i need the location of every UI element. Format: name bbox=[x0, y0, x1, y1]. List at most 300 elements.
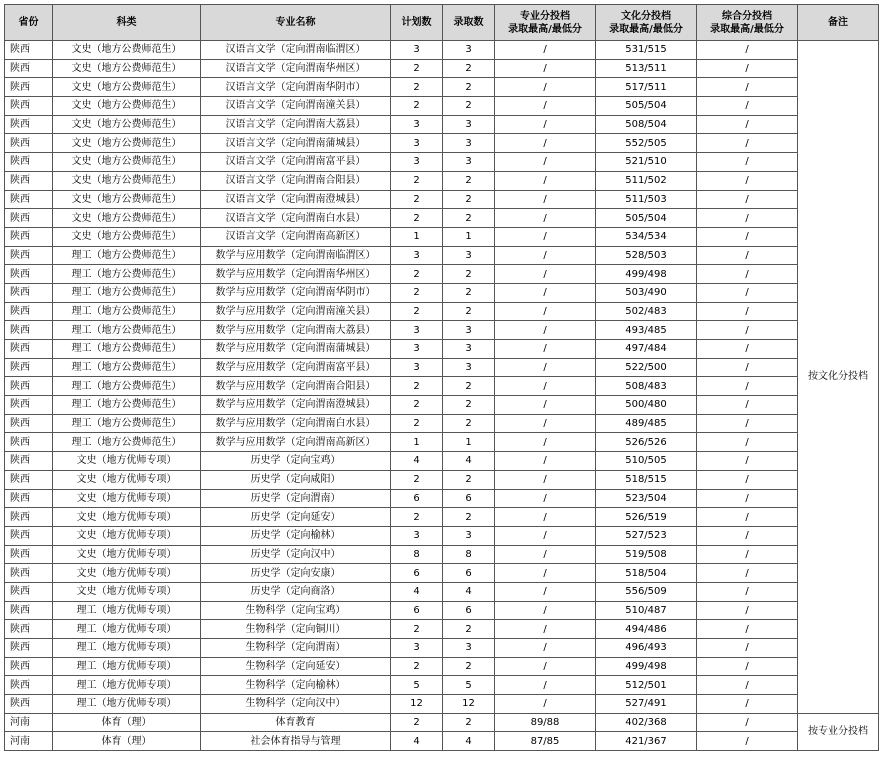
cell-culture-score: 500/480 bbox=[596, 396, 697, 415]
cell-professional-score: / bbox=[495, 582, 596, 601]
cell-culture-score: 508/504 bbox=[596, 115, 697, 134]
cell-culture-score: 522/500 bbox=[596, 358, 697, 377]
cell-admitted: 2 bbox=[443, 396, 495, 415]
table-row bbox=[5, 657, 879, 676]
cell-professional-score: / bbox=[495, 97, 596, 116]
cell-major: 历史学（定向商洛） bbox=[201, 582, 391, 601]
table-row bbox=[5, 115, 879, 134]
cell-plan: 3 bbox=[391, 134, 443, 153]
cell-province: 陕西 bbox=[5, 302, 53, 321]
table-row bbox=[5, 78, 879, 97]
cell-major: 历史学（定向榆林） bbox=[201, 526, 391, 545]
table-row bbox=[5, 545, 879, 564]
cell-admitted: 2 bbox=[443, 59, 495, 78]
cell-composite-score: / bbox=[697, 265, 798, 284]
cell-major: 社会体育指导与管理 bbox=[201, 732, 391, 751]
cell-admitted: 4 bbox=[443, 452, 495, 471]
cell-plan: 5 bbox=[391, 676, 443, 695]
table-row bbox=[5, 639, 879, 658]
table-row bbox=[5, 302, 879, 321]
cell-professional-score: / bbox=[495, 265, 596, 284]
cell-major: 汉语言文学（定向渭南临渭区） bbox=[201, 41, 391, 60]
cell-professional-score: / bbox=[495, 695, 596, 714]
cell-major: 汉语言文学（定向渭南合阳县） bbox=[201, 171, 391, 190]
cell-professional-score: 87/85 bbox=[495, 732, 596, 751]
cell-major: 数学与应用数学（定向渭南华阴市） bbox=[201, 283, 391, 302]
cell-plan: 3 bbox=[391, 358, 443, 377]
cell-admitted: 2 bbox=[443, 620, 495, 639]
cell-major: 数学与应用数学（定向渭南蒲城县） bbox=[201, 340, 391, 359]
cell-professional-score: / bbox=[495, 41, 596, 60]
cell-major: 数学与应用数学（定向渭南高新区） bbox=[201, 433, 391, 452]
cell-culture-score: 505/504 bbox=[596, 97, 697, 116]
cell-province: 陕西 bbox=[5, 283, 53, 302]
cell-province: 陕西 bbox=[5, 190, 53, 209]
cell-major: 汉语言文学（定向渭南华阴市） bbox=[201, 78, 391, 97]
cell-province: 陕西 bbox=[5, 695, 53, 714]
cell-composite-score: / bbox=[697, 695, 798, 714]
cell-province: 陕西 bbox=[5, 246, 53, 265]
cell-province: 陕西 bbox=[5, 433, 53, 452]
cell-culture-score: 511/502 bbox=[596, 171, 697, 190]
cell-composite-score: / bbox=[697, 171, 798, 190]
cell-culture-score: 505/504 bbox=[596, 209, 697, 228]
cell-category: 文史（地方优师专项） bbox=[53, 526, 201, 545]
cell-admitted: 6 bbox=[443, 601, 495, 620]
cell-major: 汉语言文学（定向渭南富平县） bbox=[201, 153, 391, 172]
table-row bbox=[5, 190, 879, 209]
cell-composite-score: / bbox=[697, 639, 798, 658]
cell-culture-score: 518/504 bbox=[596, 564, 697, 583]
header-admitted: 录取数 bbox=[443, 5, 495, 41]
cell-category: 文史（地方公费师范生） bbox=[53, 78, 201, 97]
cell-plan: 3 bbox=[391, 41, 443, 60]
cell-composite-score: / bbox=[697, 302, 798, 321]
cell-category: 文史（地方公费师范生） bbox=[53, 153, 201, 172]
note-culture-basis: 按文化分投档 bbox=[798, 41, 879, 714]
table-row bbox=[5, 209, 879, 228]
cell-admitted: 2 bbox=[443, 78, 495, 97]
cell-professional-score: / bbox=[495, 115, 596, 134]
cell-composite-score: / bbox=[697, 489, 798, 508]
cell-composite-score: / bbox=[697, 470, 798, 489]
table-row bbox=[5, 695, 879, 714]
cell-province: 陕西 bbox=[5, 489, 53, 508]
cell-culture-score: 489/485 bbox=[596, 414, 697, 433]
cell-plan: 3 bbox=[391, 526, 443, 545]
cell-composite-score: / bbox=[697, 657, 798, 676]
cell-composite-score: / bbox=[697, 227, 798, 246]
table-row bbox=[5, 153, 879, 172]
cell-province: 陕西 bbox=[5, 41, 53, 60]
cell-admitted: 2 bbox=[443, 190, 495, 209]
header-province: 省份 bbox=[5, 5, 53, 41]
cell-culture-score: 510/505 bbox=[596, 452, 697, 471]
cell-major: 历史学（定向咸阳） bbox=[201, 470, 391, 489]
table-row bbox=[5, 713, 879, 732]
cell-admitted: 2 bbox=[443, 414, 495, 433]
table-row bbox=[5, 470, 879, 489]
cell-admitted: 2 bbox=[443, 209, 495, 228]
cell-admitted: 2 bbox=[443, 470, 495, 489]
cell-admitted: 3 bbox=[443, 153, 495, 172]
cell-province: 陕西 bbox=[5, 414, 53, 433]
cell-province: 陕西 bbox=[5, 78, 53, 97]
note-professional-basis: 按专业分投档 bbox=[798, 713, 879, 750]
cell-composite-score: / bbox=[697, 115, 798, 134]
cell-province: 陕西 bbox=[5, 508, 53, 527]
cell-plan: 6 bbox=[391, 489, 443, 508]
cell-province: 陕西 bbox=[5, 620, 53, 639]
cell-professional-score: / bbox=[495, 470, 596, 489]
cell-admitted: 2 bbox=[443, 265, 495, 284]
cell-major: 汉语言文学（定向渭南澄城县） bbox=[201, 190, 391, 209]
cell-professional-score: / bbox=[495, 340, 596, 359]
cell-major: 生物科学（定向延安） bbox=[201, 657, 391, 676]
cell-plan: 2 bbox=[391, 283, 443, 302]
cell-culture-score: 519/508 bbox=[596, 545, 697, 564]
cell-plan: 4 bbox=[391, 732, 443, 751]
cell-category: 文史（地方优师专项） bbox=[53, 489, 201, 508]
header-professional-line2: 录取最高/最低分 bbox=[508, 23, 582, 35]
cell-admitted: 4 bbox=[443, 732, 495, 751]
cell-category: 文史（地方优师专项） bbox=[53, 582, 201, 601]
cell-province: 陕西 bbox=[5, 171, 53, 190]
cell-plan: 1 bbox=[391, 227, 443, 246]
cell-plan: 2 bbox=[391, 377, 443, 396]
cell-composite-score: / bbox=[697, 59, 798, 78]
cell-major: 生物科学（定向汉中） bbox=[201, 695, 391, 714]
cell-professional-score: / bbox=[495, 153, 596, 172]
cell-province: 陕西 bbox=[5, 452, 53, 471]
cell-culture-score: 526/519 bbox=[596, 508, 697, 527]
cell-culture-score: 499/498 bbox=[596, 657, 697, 676]
cell-admitted: 2 bbox=[443, 171, 495, 190]
cell-culture-score: 510/487 bbox=[596, 601, 697, 620]
cell-composite-score: / bbox=[697, 358, 798, 377]
cell-province: 陕西 bbox=[5, 265, 53, 284]
cell-category: 理工（地方公费师范生） bbox=[53, 396, 201, 415]
cell-admitted: 6 bbox=[443, 489, 495, 508]
cell-admitted: 2 bbox=[443, 97, 495, 116]
cell-category: 理工（地方公费师范生） bbox=[53, 283, 201, 302]
cell-professional-score: / bbox=[495, 489, 596, 508]
cell-plan: 4 bbox=[391, 582, 443, 601]
cell-professional-score: / bbox=[495, 620, 596, 639]
cell-culture-score: 503/490 bbox=[596, 283, 697, 302]
table-row bbox=[5, 396, 879, 415]
cell-professional-score: / bbox=[495, 283, 596, 302]
cell-province: 陕西 bbox=[5, 358, 53, 377]
cell-composite-score: / bbox=[697, 41, 798, 60]
cell-professional-score: / bbox=[495, 526, 596, 545]
table-row bbox=[5, 564, 879, 583]
header-composite-line1: 综合分投档 bbox=[722, 10, 772, 22]
cell-major: 生物科学（定向渭南） bbox=[201, 639, 391, 658]
cell-admitted: 6 bbox=[443, 564, 495, 583]
cell-category: 体育（理） bbox=[53, 732, 201, 751]
cell-admitted: 2 bbox=[443, 657, 495, 676]
table-row bbox=[5, 601, 879, 620]
cell-plan: 2 bbox=[391, 209, 443, 228]
cell-province: 陕西 bbox=[5, 396, 53, 415]
table-row bbox=[5, 508, 879, 527]
cell-professional-score: / bbox=[495, 246, 596, 265]
cell-category: 理工（地方公费师范生） bbox=[53, 265, 201, 284]
cell-category: 文史（地方公费师范生） bbox=[53, 134, 201, 153]
table-row bbox=[5, 340, 879, 359]
cell-plan: 2 bbox=[391, 97, 443, 116]
cell-professional-score: / bbox=[495, 227, 596, 246]
cell-plan: 3 bbox=[391, 115, 443, 134]
cell-province: 陕西 bbox=[5, 340, 53, 359]
cell-composite-score: / bbox=[697, 582, 798, 601]
cell-category: 文史（地方公费师范生） bbox=[53, 115, 201, 134]
cell-plan: 2 bbox=[391, 265, 443, 284]
cell-plan: 4 bbox=[391, 452, 443, 471]
cell-category: 理工（地方公费师范生） bbox=[53, 377, 201, 396]
cell-province: 陕西 bbox=[5, 377, 53, 396]
header-professional-line1: 专业分投档 bbox=[520, 10, 570, 22]
cell-culture-score: 421/367 bbox=[596, 732, 697, 751]
cell-plan: 2 bbox=[391, 470, 443, 489]
cell-plan: 1 bbox=[391, 433, 443, 452]
cell-category: 文史（地方公费师范生） bbox=[53, 59, 201, 78]
cell-composite-score: / bbox=[697, 414, 798, 433]
cell-composite-score: / bbox=[697, 190, 798, 209]
cell-plan: 3 bbox=[391, 340, 443, 359]
cell-composite-score: / bbox=[697, 526, 798, 545]
table-row bbox=[5, 97, 879, 116]
cell-culture-score: 526/526 bbox=[596, 433, 697, 452]
cell-composite-score: / bbox=[697, 713, 798, 732]
cell-plan: 2 bbox=[391, 713, 443, 732]
cell-province: 河南 bbox=[5, 732, 53, 751]
cell-admitted: 3 bbox=[443, 321, 495, 340]
cell-plan: 3 bbox=[391, 153, 443, 172]
cell-culture-score: 531/515 bbox=[596, 41, 697, 60]
cell-composite-score: / bbox=[697, 732, 798, 751]
cell-professional-score: / bbox=[495, 59, 596, 78]
cell-major: 汉语言文学（定向渭南白水县） bbox=[201, 209, 391, 228]
cell-culture-score: 499/498 bbox=[596, 265, 697, 284]
table-row bbox=[5, 41, 879, 60]
cell-province: 陕西 bbox=[5, 657, 53, 676]
cell-province: 陕西 bbox=[5, 564, 53, 583]
cell-composite-score: / bbox=[697, 396, 798, 415]
cell-admitted: 2 bbox=[443, 302, 495, 321]
cell-major: 汉语言文学（定向渭南华州区） bbox=[201, 59, 391, 78]
header-composite-line2: 录取最高/最低分 bbox=[710, 23, 784, 35]
cell-admitted: 3 bbox=[443, 134, 495, 153]
cell-province: 河南 bbox=[5, 713, 53, 732]
cell-category: 理工（地方优师专项） bbox=[53, 657, 201, 676]
cell-composite-score: / bbox=[697, 377, 798, 396]
cell-admitted: 2 bbox=[443, 283, 495, 302]
table-row bbox=[5, 676, 879, 695]
cell-professional-score: / bbox=[495, 545, 596, 564]
cell-category: 体育（理） bbox=[53, 713, 201, 732]
cell-professional-score: / bbox=[495, 396, 596, 415]
cell-plan: 3 bbox=[391, 321, 443, 340]
table-row bbox=[5, 358, 879, 377]
cell-professional-score: / bbox=[495, 414, 596, 433]
cell-composite-score: / bbox=[697, 340, 798, 359]
cell-culture-score: 517/511 bbox=[596, 78, 697, 97]
header-culture-line1: 文化分投档 bbox=[621, 10, 671, 22]
table-row bbox=[5, 59, 879, 78]
cell-plan: 2 bbox=[391, 190, 443, 209]
cell-plan: 8 bbox=[391, 545, 443, 564]
cell-category: 文史（地方优师专项） bbox=[53, 508, 201, 527]
cell-professional-score: / bbox=[495, 508, 596, 527]
cell-composite-score: / bbox=[697, 321, 798, 340]
cell-composite-score: / bbox=[697, 620, 798, 639]
cell-admitted: 3 bbox=[443, 340, 495, 359]
cell-province: 陕西 bbox=[5, 601, 53, 620]
cell-category: 理工（地方公费师范生） bbox=[53, 246, 201, 265]
cell-province: 陕西 bbox=[5, 582, 53, 601]
cell-province: 陕西 bbox=[5, 134, 53, 153]
cell-professional-score: 89/88 bbox=[495, 713, 596, 732]
header-composite-score bbox=[697, 5, 798, 41]
table-body bbox=[5, 41, 879, 751]
cell-plan: 2 bbox=[391, 620, 443, 639]
cell-composite-score: / bbox=[697, 433, 798, 452]
cell-plan: 2 bbox=[391, 302, 443, 321]
cell-professional-score: / bbox=[495, 302, 596, 321]
cell-composite-score: / bbox=[697, 209, 798, 228]
header-culture-line2: 录取最高/最低分 bbox=[609, 23, 683, 35]
cell-culture-score: 518/515 bbox=[596, 470, 697, 489]
cell-culture-score: 534/534 bbox=[596, 227, 697, 246]
cell-major: 历史学（定向安康） bbox=[201, 564, 391, 583]
table-row bbox=[5, 489, 879, 508]
cell-major: 生物科学（定向榆林） bbox=[201, 676, 391, 695]
cell-category: 文史（地方公费师范生） bbox=[53, 171, 201, 190]
cell-professional-score: / bbox=[495, 433, 596, 452]
cell-culture-score: 496/493 bbox=[596, 639, 697, 658]
cell-admitted: 8 bbox=[443, 545, 495, 564]
cell-province: 陕西 bbox=[5, 209, 53, 228]
table-row bbox=[5, 321, 879, 340]
cell-plan: 12 bbox=[391, 695, 443, 714]
cell-professional-score: / bbox=[495, 209, 596, 228]
cell-plan: 6 bbox=[391, 601, 443, 620]
cell-plan: 6 bbox=[391, 564, 443, 583]
cell-major: 数学与应用数学（定向渭南华州区） bbox=[201, 265, 391, 284]
cell-professional-score: / bbox=[495, 377, 596, 396]
cell-category: 理工（地方优师专项） bbox=[53, 601, 201, 620]
cell-composite-score: / bbox=[697, 676, 798, 695]
cell-province: 陕西 bbox=[5, 153, 53, 172]
cell-plan: 3 bbox=[391, 639, 443, 658]
cell-admitted: 4 bbox=[443, 582, 495, 601]
cell-composite-score: / bbox=[697, 508, 798, 527]
cell-professional-score: / bbox=[495, 358, 596, 377]
cell-admitted: 3 bbox=[443, 358, 495, 377]
cell-category: 文史（地方公费师范生） bbox=[53, 97, 201, 116]
cell-category: 文史（地方公费师范生） bbox=[53, 209, 201, 228]
cell-composite-score: / bbox=[697, 283, 798, 302]
cell-professional-score: / bbox=[495, 657, 596, 676]
cell-plan: 2 bbox=[391, 78, 443, 97]
header-plan: 计划数 bbox=[391, 5, 443, 41]
cell-composite-score: / bbox=[697, 153, 798, 172]
cell-culture-score: 493/485 bbox=[596, 321, 697, 340]
cell-category: 文史（地方公费师范生） bbox=[53, 41, 201, 60]
cell-category: 文史（地方优师专项） bbox=[53, 545, 201, 564]
cell-plan: 2 bbox=[391, 508, 443, 527]
cell-composite-score: / bbox=[697, 452, 798, 471]
cell-category: 理工（地方优师专项） bbox=[53, 676, 201, 695]
cell-composite-score: / bbox=[697, 601, 798, 620]
table-row bbox=[5, 582, 879, 601]
cell-plan: 3 bbox=[391, 246, 443, 265]
cell-category: 理工（地方公费师范生） bbox=[53, 340, 201, 359]
cell-major: 体育教育 bbox=[201, 713, 391, 732]
cell-professional-score: / bbox=[495, 452, 596, 471]
cell-plan: 2 bbox=[391, 59, 443, 78]
cell-admitted: 2 bbox=[443, 713, 495, 732]
cell-province: 陕西 bbox=[5, 526, 53, 545]
cell-professional-score: / bbox=[495, 321, 596, 340]
cell-major: 历史学（定向渭南） bbox=[201, 489, 391, 508]
cell-province: 陕西 bbox=[5, 321, 53, 340]
cell-plan: 2 bbox=[391, 414, 443, 433]
cell-category: 理工（地方公费师范生） bbox=[53, 358, 201, 377]
cell-composite-score: / bbox=[697, 78, 798, 97]
cell-major: 汉语言文学（定向渭南大荔县） bbox=[201, 115, 391, 134]
cell-major: 汉语言文学（定向渭南潼关县） bbox=[201, 97, 391, 116]
cell-culture-score: 512/501 bbox=[596, 676, 697, 695]
cell-major: 数学与应用数学（定向渭南潼关县） bbox=[201, 302, 391, 321]
cell-professional-score: / bbox=[495, 564, 596, 583]
cell-professional-score: / bbox=[495, 601, 596, 620]
cell-composite-score: / bbox=[697, 545, 798, 564]
table-row bbox=[5, 283, 879, 302]
cell-culture-score: 521/510 bbox=[596, 153, 697, 172]
table-row bbox=[5, 227, 879, 246]
cell-culture-score: 523/504 bbox=[596, 489, 697, 508]
header-major: 专业名称 bbox=[201, 5, 391, 41]
cell-culture-score: 402/368 bbox=[596, 713, 697, 732]
cell-professional-score: / bbox=[495, 639, 596, 658]
cell-admitted: 3 bbox=[443, 115, 495, 134]
cell-plan: 2 bbox=[391, 657, 443, 676]
cell-major: 生物科学（定向宝鸡） bbox=[201, 601, 391, 620]
cell-admitted: 3 bbox=[443, 246, 495, 265]
cell-province: 陕西 bbox=[5, 59, 53, 78]
header-category: 科类 bbox=[53, 5, 201, 41]
cell-major: 数学与应用数学（定向渭南白水县） bbox=[201, 414, 391, 433]
cell-plan: 2 bbox=[391, 396, 443, 415]
cell-province: 陕西 bbox=[5, 676, 53, 695]
cell-professional-score: / bbox=[495, 171, 596, 190]
table-row bbox=[5, 246, 879, 265]
cell-major: 历史学（定向宝鸡） bbox=[201, 452, 391, 471]
cell-admitted: 1 bbox=[443, 433, 495, 452]
cell-major: 生物科学（定向铜川） bbox=[201, 620, 391, 639]
cell-category: 理工（地方公费师范生） bbox=[53, 302, 201, 321]
cell-composite-score: / bbox=[697, 564, 798, 583]
cell-category: 理工（地方公费师范生） bbox=[53, 321, 201, 340]
cell-culture-score: 502/483 bbox=[596, 302, 697, 321]
cell-category: 文史（地方优师专项） bbox=[53, 470, 201, 489]
cell-major: 数学与应用数学（定向渭南富平县） bbox=[201, 358, 391, 377]
cell-province: 陕西 bbox=[5, 115, 53, 134]
cell-major: 数学与应用数学（定向渭南大荔县） bbox=[201, 321, 391, 340]
